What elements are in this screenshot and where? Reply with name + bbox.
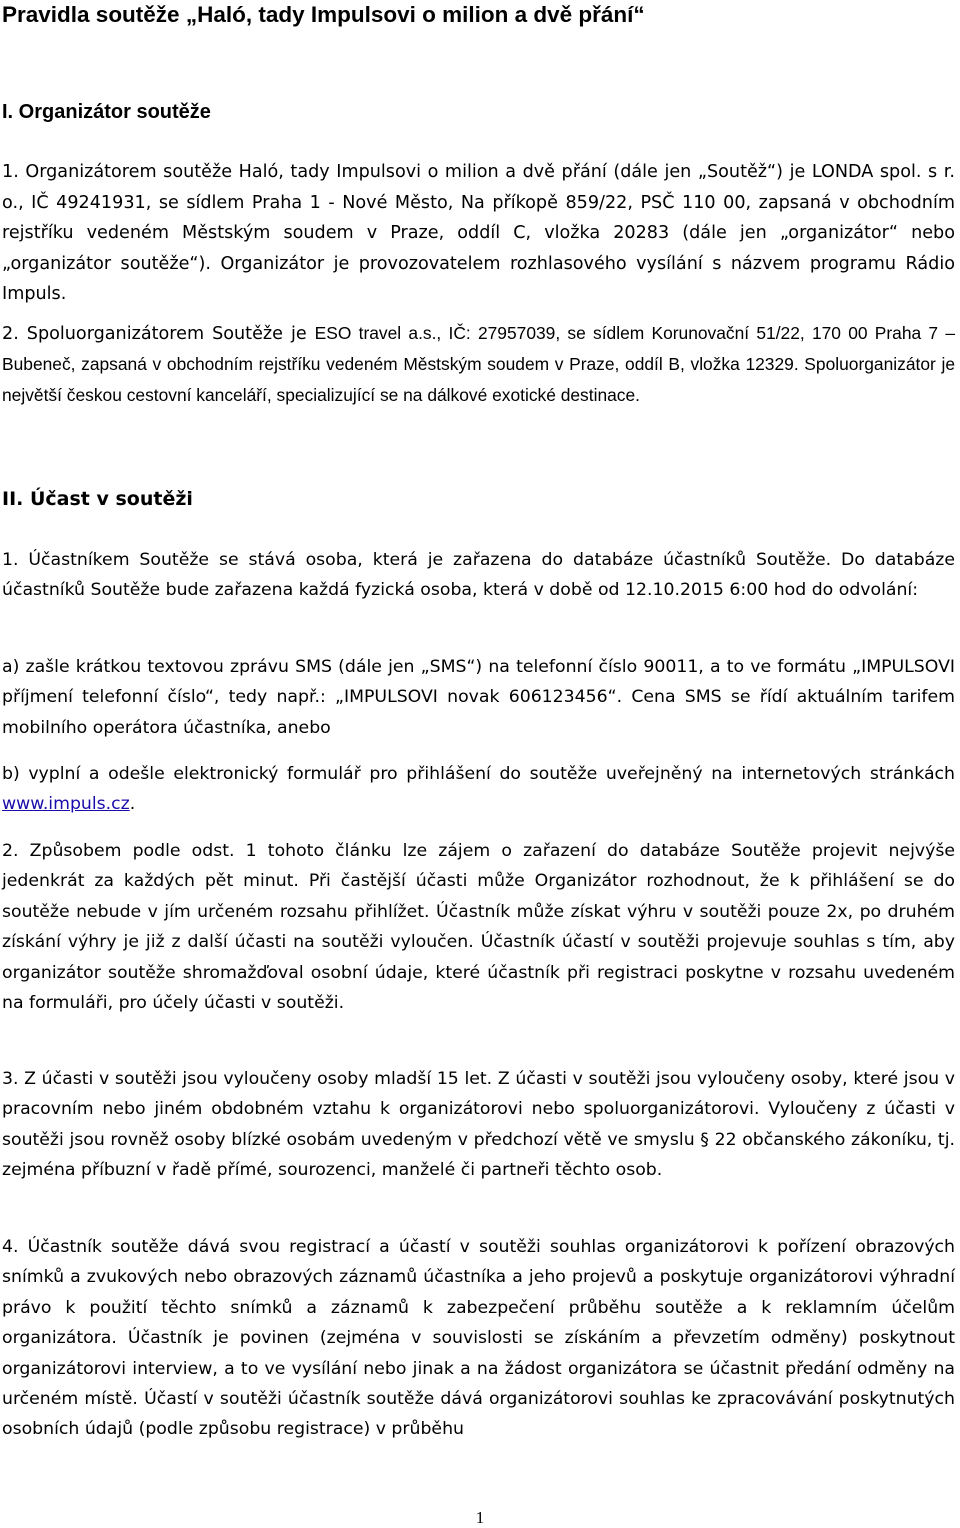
section-2-item-b (2, 759, 955, 820)
section-2-paragraph-3: 3. Z účasti v soutěži jsou vyloučeny osoby mladší 15 let. Z účasti v soutěži jsou vyloučeny osoby, které jsou v pracovním nebo jiném obdobném vztahu k organizátorovi nebo spoluorganizátorovi. Vyloučeny z účasti v soutěži jsou rovněž osoby blízké osobám uvedeným v předchozí větě ve smyslu § 22 občanského zákoníku, tj. zejména příbuzní v řadě přímé, sourozenci, manželé či partneři těchto osob. (2, 1069, 955, 1181)
section-2-paragraph-2: 2. Způsobem podle odst. 1 tohoto článku lze zájem o zařazení do databáze Soutěže projevit nejvýše jedenkrát za každých pět minut. Při častější účasti může Organizátor rozhodnout, že k přihlášení se do soutěže nebude v jím určeném rozsahu přihlížet. Účastník může získat výhru v soutěži pouze 2x, po druhém získání výhry je již z další účasti na soutěži vyloučen. Účastník účastí v soutěži projevuje souhlas s tím, aby organizátor soutěže shromažďoval osobní údaje, které účastník při registraci poskytne v rozsahu uvedeném na formuláři, pro účely účasti v soutěži. (2, 841, 955, 1014)
impuls-website-link[interactable]: www.impuls.cz (2, 794, 130, 815)
section-2-paragraph-1: 1. Účastníkem Soutěže se stává osoba, která je zařazena do databáze účastníků Soutěže. Do databáze účastníků Soutěže bude zařazena každá fyzická osoba, která v době od 12.10.2015 6:00 hod do odvolání: (2, 550, 955, 601)
p2-start: 2. Spoluorganizátorem Soutěže je (2, 324, 315, 344)
item-b-end: . (129, 794, 136, 815)
p2-rest: ESO travel a.s., IČ: 27957039, se sídlem Korunovační 51/22, 170 00 Praha 7 – Bubeneč, zapsaná v obchodním rejstříku vedeném Městským soudem v Praze, oddíl B, vložka 12329. Spoluorganizátor je největší českou cestovní kanceláří, specializující se na dálkové exotické destinace. (2, 323, 955, 405)
section-1-paragraph-1 (2, 157, 955, 310)
section-2-paragraph-4: 4. Účastník soutěže dává svou registrací a účastí v soutěži souhlas organizátorovi k pořízení obrazových snímků a zvukových nebo obrazových záznamů účastníka a jeho projevů a poskytuje organizátorovi výhradní právo k použití těchto snímků a záznamů k zabezpečení průběhu soutěže a k reklamním účelům organizátora. Účastník je povinen (zejména v souvislosti se získáním a převzetím odměny) poskytnout organizátorovi interview, a to ve vysílání nebo jinak a na žádost organizátora se účastnit předání odměny na určeném místě. Účastí v soutěži účastník soutěže dává organizátorovi souhlas ke zpracovávání poskytnutých osobních údajů (podle způsobu registrace) v průběhu (2, 1237, 955, 1440)
section-1-heading: I. Organizátor soutěže (2, 101, 211, 123)
item-b-text: b) vyplní a odešle elektronický formulář pro přihlášení do soutěže uveřejněný na internetových stránkách (2, 764, 955, 784)
section-2-heading: II. Účast v soutěži (2, 488, 193, 510)
document-title: Pravidla soutěže „Haló, tady Impulsovi o milion a dvě přání“ (2, 2, 645, 27)
section-1-paragraph-2 (2, 319, 955, 412)
page-number: 1 (475, 1508, 485, 1527)
p1-start: 1. Organizátorem soutěže Haló, tady Impulsovi o milion a dvě přání (dále jen „Soutěž“) je LONDA spol. s r. o. (2, 162, 955, 213)
p1-rest: , IČ 49241931, se sídlem Praha 1 - Nové Město, Na příkopě 859/22, PSČ 110 00, zapsaná v obchodním rejstříku vedeném Městským soudem v Praze, oddíl C, vložka 20283 (dále jen „organizátor“ nebo „organizátor soutěže“). Organizátor je provozovatelem rozhlasového vysílání s názvem programu Rádio Impuls. (2, 192, 955, 305)
section-2-item-a: a) zašle krátkou textovou zprávu SMS (dále jen „SMS“) na telefonní číslo 90011, a to ve formátu „IMPULSOVI příjmení telefonní číslo“, tedy např.: „IMPULSOVI novak 606123456“. Cena SMS se řídí aktuálním tarifem mobilního operátora účastníka, anebo (2, 657, 955, 738)
